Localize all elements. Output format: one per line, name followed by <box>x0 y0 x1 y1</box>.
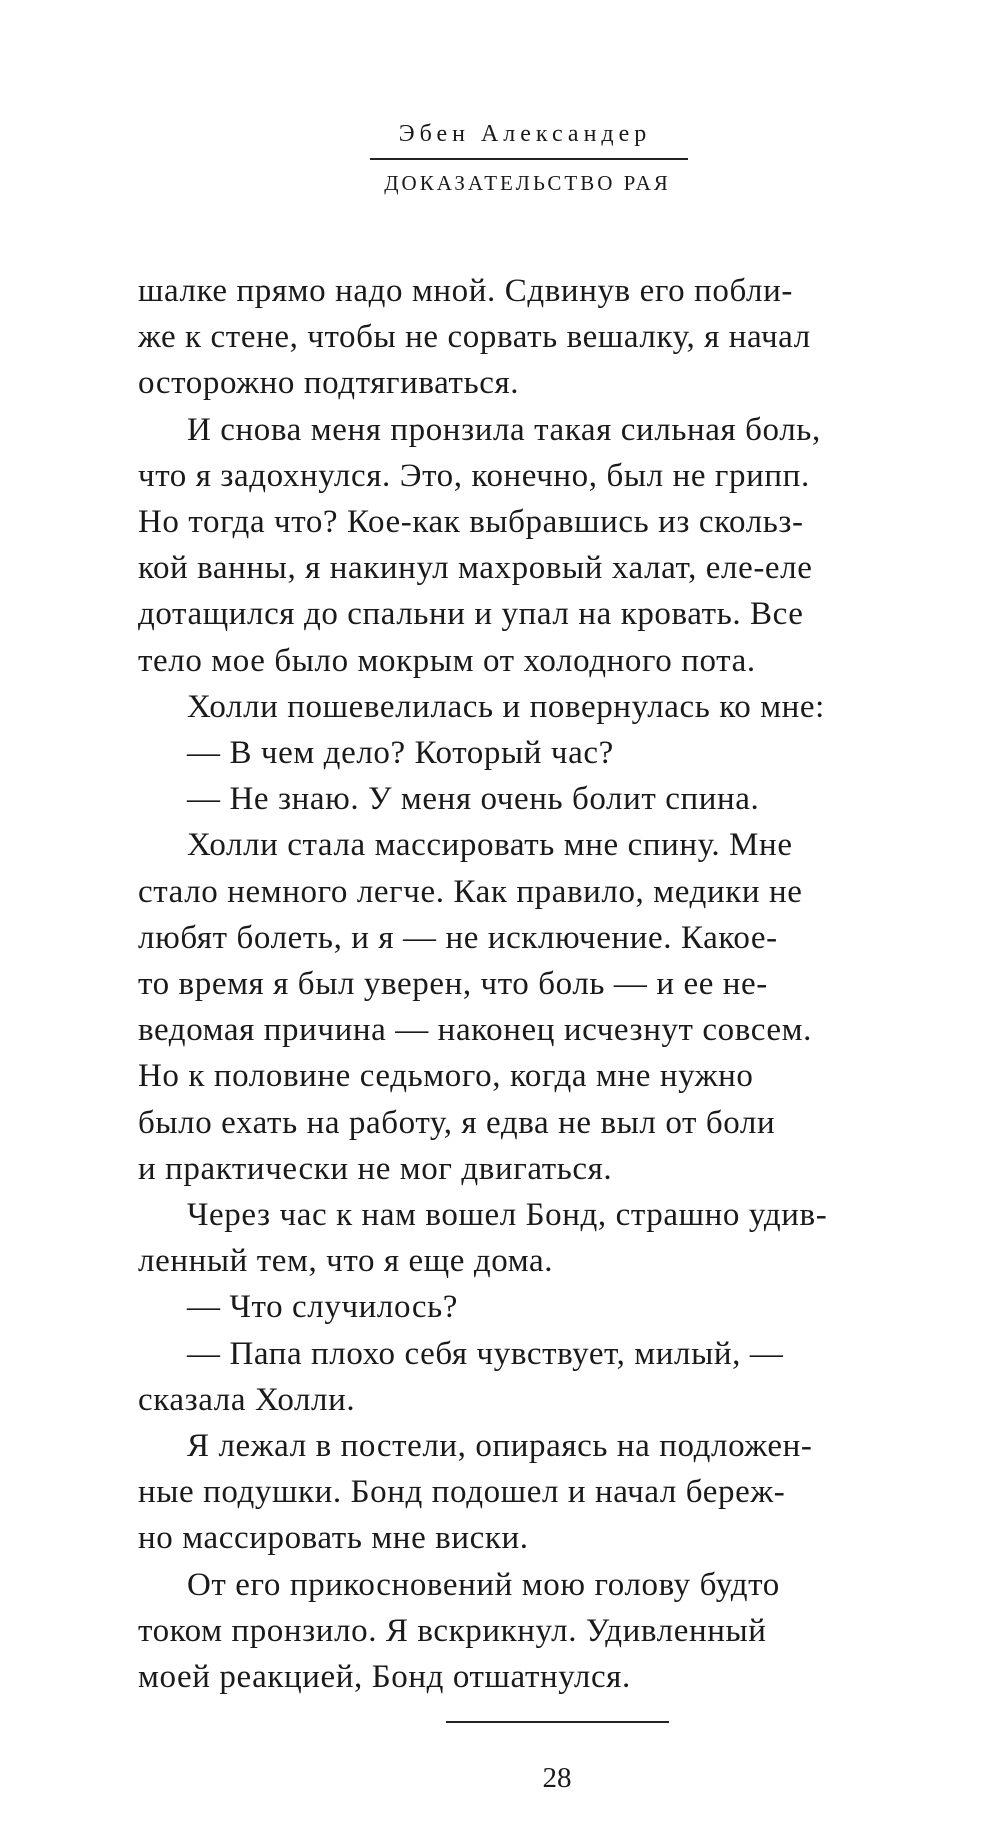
text-line: ведомая причина — наконец исчезнут совсем. <box>138 1012 812 1049</box>
text-line: что я задохнулся. Это, конечно, был не грипп. <box>138 457 810 494</box>
book-title: ДОКАЗАТЕЛЬСТВО РАЯ <box>384 171 671 195</box>
text-line: — В чем дело? Который час? <box>187 735 614 772</box>
author-name: Эбен Александер <box>398 121 652 147</box>
text-line: осторожно подтягиваться. <box>138 365 520 402</box>
text-line: — Папа плохо себя чувствует, милый, — <box>187 1335 784 1372</box>
text-line: Холли пошевелилась и повернулась ко мне: <box>187 688 825 725</box>
footer-rule <box>446 1721 669 1723</box>
text-line: Но тогда что? Кое-как выбравшись из скольз- <box>138 504 804 541</box>
text-line: было ехать на работу, я едва не выл от боли <box>138 1104 776 1141</box>
header-rule <box>370 158 688 160</box>
text-line: током пронзило. Я вскрикнул. Удивленный <box>138 1612 767 1649</box>
running-head <box>0 120 1000 196</box>
text-line: — Что случилось? <box>187 1289 459 1326</box>
text-line: Холли стала массировать мне спину. Мне <box>187 827 793 864</box>
text-line: но массировать мне виски. <box>138 1520 529 1557</box>
body-text <box>138 268 970 1700</box>
text-line: кой ванны, я накинул махровый халат, еле-еле <box>138 550 813 587</box>
text-line: дотащился до спальни и упал на кровать. Все <box>138 596 804 633</box>
text-line: Но к половине седьмого, когда мне нужно <box>138 1058 754 1095</box>
text-line: — Не знаю. У меня очень болит спина. <box>187 781 760 818</box>
text-line: ные подушки. Бонд подошел и начал береж- <box>138 1474 786 1511</box>
text-line: Через час к нам вошел Бонд, страшно удив- <box>187 1197 828 1234</box>
text-line: Я лежал в постели, опираясь на подложен- <box>187 1428 813 1465</box>
text-line: ленный тем, что я еще дома. <box>138 1243 554 1280</box>
text-line: шалке прямо надо мной. Сдвинув его побли- <box>138 273 793 309</box>
text-line: сказала Холли. <box>138 1381 356 1418</box>
text-line: любят болеть, и я — не исключение. Какое- <box>138 919 778 956</box>
text-line: моей реакцией, Бонд отшатнулся. <box>138 1659 631 1696</box>
text-line: От его прикосновений мою голову будто <box>187 1566 780 1603</box>
text-line: И снова меня пронзила такая сильная боль, <box>187 411 821 448</box>
text-line: тело мое было мокрым от холодного пота. <box>138 642 756 679</box>
text-line: и практически не мог двигаться. <box>138 1150 613 1187</box>
text-line: стало немного легче. Как правило, медики не <box>138 873 803 910</box>
text-line: то время я был уверен, что боль — и ее не- <box>138 966 768 1003</box>
text-line: же к стене, чтобы не сорвать вешалку, я начал <box>138 319 811 356</box>
page-number: 28 <box>542 1762 572 1794</box>
